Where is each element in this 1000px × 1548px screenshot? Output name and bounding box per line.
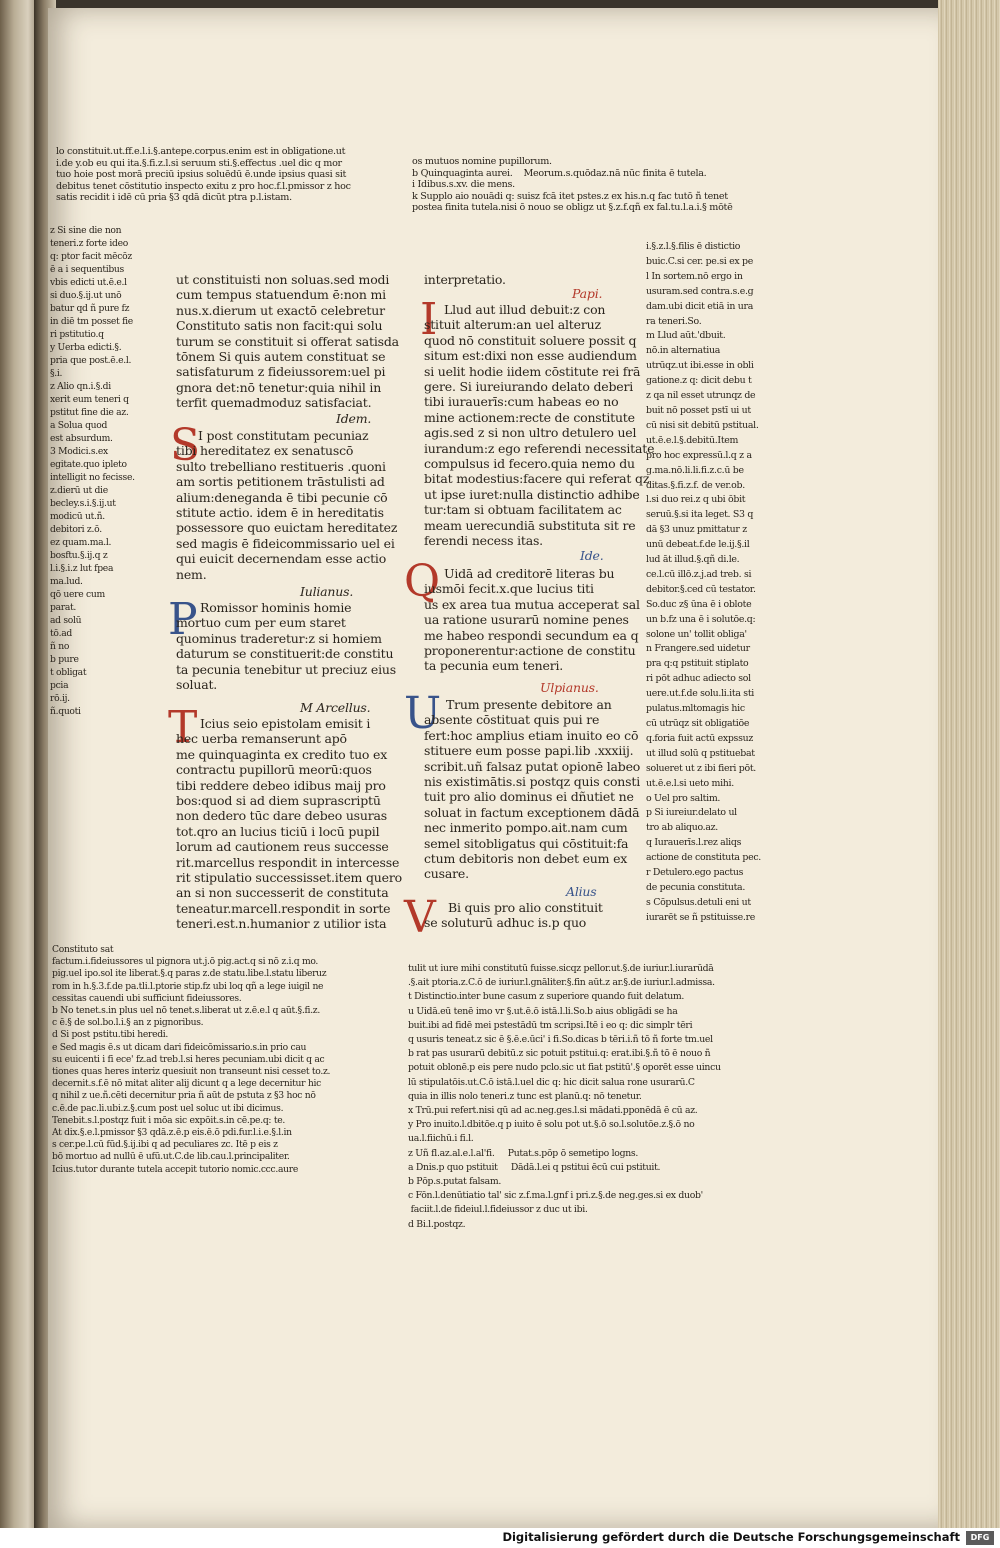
column2-para1: Llud aut illud debuit:z con stituit alterum:an uel alteruz quod nō constituit soluere possit q situm est:dixi non esse audiendum si uelit hodie iidem cōstitute rei frā gere. Si iureiurando delato deberi tibi iurauerīs:cum habeas eo no mine actionem:recte de constitute agis.sed z si non ultro detulero uel iurandum:z ego referendi necessitate compulsus id fecero.quia nemo du bitat modestius:facere qui referat ut ipse iuret:nulla distinctio adhibe tur:tam si obtuam facilitatem ac meam uerecundiā substituta sit re ferendi necess itas. bbox=[424, 302, 655, 549]
column1-para1: I post constitutam pecuniaz tibi hereditatez ex senatuscō sulto trebelliano restitueris .quoni am sortis petitionem trāstulisti ad alium:deneganda ē tibi pecunie cō stitute actio. idem ē in hereditatis possessore quo euictam hereditatez sed magis ē fideicommissario uel qui euicit decernendam esse actio nem. bbox=[176, 428, 398, 582]
column1-heading-iulianus: Iulianus. bbox=[300, 584, 354, 599]
dfg-logo: DFG bbox=[966, 1531, 994, 1545]
decorated-initial-v: V bbox=[404, 892, 436, 943]
decorated-initial-s: S bbox=[170, 420, 201, 471]
page-fore-edge bbox=[938, 0, 1000, 1548]
column1-para3: Icius seio epistolam emisit i hec uerba remanserunt apō me quinquaginta ex credito tuo ex contractu pupillorū meorū:quos tibi reddere debeo idibus maij pro bos:quod si ad diem suprascriptū non dedero tūc dare debeo usuras tot.qro an lucius ticiū i locū pupil lorum ad cautionem reus successe rit.marcellus respondit in intercesse rit stipulatio successisset.item quero an si non successerit de constituta teneatur.marcell.respondit in sorte teneri.est.n.humanior z utilior ista bbox=[176, 716, 402, 932]
column2-para3: Trum presente debitore an absente cōstituat quis pui re fert:hoc amplius etiam inuito eo cō stituere eum posse papi.lib .xxxiij. scribit.uñ falsaz putat opionē labeo nis existimātis.si postqz quis consti tuit pro alio dominus ei dñutiet ne soluat in factum exceptionem dādā nec inmerito pompo.ait.nam cum semel sitobligatus qui cōstituit:fa ctum debitoris non debet eum ex cusare. bbox=[424, 697, 641, 882]
column2-heading-ide: Ide. bbox=[580, 548, 604, 563]
decorated-initial-t: T bbox=[168, 702, 198, 753]
column2-heading-ulpianus: Ulpianus. bbox=[540, 680, 599, 695]
column1-heading-idem: Idem. bbox=[336, 411, 372, 426]
top-right-gloss: os mutuos nomine pupillorum. b Quinquaginta aurei. Meorum.s.quōdaz.nā nūc finita ē tutela. i Idibus.s.xv. die mens. k Supplo aio nouādi q: suisz fcā itet pstes.z ex his.n.q fac tutō ñ tenet postea finita tutela.nisi ō nouo se obligz ut §.z.f.qñ ex fal.tu.l.a.i.§ mōtē bbox=[412, 156, 733, 214]
right-gloss-column: i.§.z.l.§.filis ē distictio buic.C.si cer. pe.si ex pe l In sortem.nō ergo in usuram.sed contra.s.e.g dam.ubi dicit etiā in ura ra teneri.So. m Llud aūt.'dbuit. nō.in alternatiua utrūqz.ut ibi.esse in obli gatione.z q: dicit debu t z qa nil esset utrunqz de buit nō posset pstī ui ut cū nisi sit debitū pstitual. ut.ē.e.l.§.debitū.Item pro hoc expressū.l.q z a g.ma.nō.li.li.fi.z.c.ū be ditas.§.fi.z.f. de ver.ob. l.si duo rei.z q ubi ōbit seruū.§.si ita leget. S3 q dā §3 unuz pmittatur z unū debeat.f.de le.ij.§.il lud āt illud.§.qñ di.le. ce.l.cū illō.z.j.ad treb. si debitor.§.ced cū testator. So.duc z§ ūna ē i oblote un b.fz una ē i solutōe.q: solone un' tollit obliga' n Frangere.sed uidetur pra q:q pstituit stiplato ri pōt adhuc adiecto sol uere.ut.f.de solu.li.ita sti pulatus.mltomagis hic cū utrūqz sit obligatiōe q.foria fuit actū expssuz ut illud solū q pstituebat solueret ut z ibi fieri pōt. ut.ē.e.l.si ueto mihi. o Uel pro saltim. p Si iureiur.delato ul tro ab aliquo.az. q Iurauerīs.l.rez aliqs actione de constituta pec. r Detulero.ego pactus de pecunia constituta. s Cōpulsus.detuli eni ut iurarēt se ñ pstituisse.re bbox=[646, 241, 761, 923]
column1-para2: Romissor hominis homie mortuo cum per eum staret quominus traderetur:z si homiem daturum se constituerit:de constitu ta pecunia tenebitur ut preciuz eius soluat. bbox=[176, 600, 396, 693]
column2-para2: Uidā ad creditorē literas bu iusmōi fecit.x.que lucius titi us ex area tua mutua acceperat sal ua ratione usurarū nomine penes me habeo respondi secundum ea proponerentur:actione de constitu ta pecunia eum teneri. bbox=[424, 566, 640, 674]
top-left-gloss: lo constituit.ut.ff.e.l.i.§.antepe.corpus.enim est in obligatione.ut i.de y.ob eu qui ita.§.fi.z.l.si seruum sti.§.effectus .uel dic q mor tuo hoie post morā preciū ipsius soluēdū ē.unde ipsius quasi sit debitus tenet cōstitutio inspecto exitu z pro hoc.f.l.pmissor z hoc satis recidit i idē cū pria §3 qdā dicūt ptra p.l.istam. bbox=[56, 146, 351, 204]
decorated-initial-i: I bbox=[420, 294, 438, 345]
left-margin-gloss: z Si sine die non teneri.z forte ideo q: ptor facit mēcōz ē a i sequentibus vbis edicti ut.ē.e.l si duo.§.ij.ut unō batur qd ñ pure fz in diē tm posset fie ri pstitutio.q y Uerba edicti.§. pria que post.ē.e.l. §.i. z Alio qn.i.§.di xerit eum teneri q pstitut fine die az. a Solua quod est absurdum. 3 Modici.s.ex egitate.quo ipleto intelligit no fecisse. z.dierū ut die becley.s.i.§.ij.ut modicū ut.ñ. debitori z.ō. ez quam.ma.l. bosftu.§.ij.q z l.i.§.i.z lut fpea ma.lud. qō uere cum parat. ad solū tō.ad ñ no b pure t obligat pcia rō.ij. ñ.quoti bbox=[50, 225, 135, 717]
footer-bar bbox=[0, 1528, 1000, 1548]
decorated-initial-u: U bbox=[404, 688, 442, 739]
column2-para4: Bi quis pro alio constituit se soluturū adhuc is.p quo bbox=[424, 900, 603, 931]
funding-credit: Digitalisierung gefördert durch die Deutsche Forschungsgemeinschaft bbox=[502, 1530, 960, 1544]
decorated-initial-q: Q bbox=[404, 556, 441, 607]
column1-heading-marcellus: M Arcellus. bbox=[300, 700, 371, 715]
column2-heading-papi: Papi. bbox=[572, 286, 603, 301]
decorated-initial-p: P bbox=[168, 594, 198, 645]
column1-intro: ut constituisti non soluas.sed modi cum tempus statuendum ē:non mi nus.x.dierum ut exactō celebretur Constituto satis non facit:qui solu turum se constituit si offerat satisda tōnem Si quis autem constituat se satisfaturum z fideiussorem:uel pi gnora det:nō tenetur:quia nihil in terfit quemadmoduz satisfaciat. bbox=[176, 272, 399, 411]
bottom-right-gloss: tulit ut iure mihi constitutū fuisse.sicqz pellor.ut.§.de iuriur.l.iurarūdā .§.ait ptoria.z.C.ō de iuriur.l.gnāliter.§.fin aūt.z ar.§.de iuriur.l.admissa. t Distinctio.inter bune casum z superiore quando fuit delatum. u Uidā.eū tenē imo vr §.ut.ē.ō istā.l.li.So.b aius obligādi se ha buit.ibi ad fidē mei pstestādū tm scripsi.Itē i eo q: dic simplr tēri q usuris teneat.z sic ē §.ē.e.ūci' i fi.So.dicas b tēri.i.ñ tō ñ forte tm.uel b rat pas usurarū debitū.z sic potuit pstitui.q: erat.ibi.§.ñ tō ē nouo ñ potuit oblonē.p eis pere nudo pclo.sic ut fiat pstitū'.§ oporēt esse uincu lū stipulatōis.ut.C.ō istā.l.uel dic q: hic dicit salua rone usurarū.C quia in illis nolo teneri.z tunc est planū.q: nō tenetur. x Trū.pui refert.nisi qū ad ac.neg.ges.l.si mādati.pponēdā ē cū az. y Pro inuito.l.dbitōe.q p iuito ē solu pot ut.§.ō so.l.solutōe.z.§.ō no ua.l.fiichū.i fi.l. z Uñ fl.az.al.e.l.al'fi. Putat.s.pōp ō semetipo logns. a Dnis.p quo pstituit Dādā.l.ei q pstitui ēcū cui pstituit. b Pōp.s.putat falsam. c Fōn.l.denūtiatio tal' sic z.f.ma.l.gnf i pri.z.§.de neg.ges.si ex duob' faciit.l.de fideiul.l.fideiussor z duc ut ibi. d Bi.l.postqz. bbox=[408, 963, 721, 1230]
column2-heading-alius: Alius bbox=[566, 884, 597, 899]
column2-interpretatio: interpretatio. bbox=[424, 272, 506, 287]
bottom-left-gloss: Constituto sat factum.i.fideiussores ul pignora ut.j.ō pig.act.q si nō z.i.q mo. pig.uel ipo.sol ite liberat.§.q paras z.de statu.libe.l.statu liberuz rom in h.§.3.f.de pa.tli.l.ptorie stip.fz ubi loq qñ a lege iuigil ne cessitas cauendi ubi sufficiunt fideiussores. b No tenet.s.in plus uel nō tenet.s.liberat ut z.ē.e.l q aūt.§.fi.z. c ē.§ de sol.bo.l.i.§ an z pignoribus. d Si post pstitu.tibi heredi. e Sed magis ē.s ut dicam dari fideicōmissario.s.in prio cau su euicenti i fi ece' fz.ad treb.l.si heres pecuniam.ubi dicit q ac tiones quas heres interiz quesiuit non transeunt nisi cesset to.z. decernit.s.f.ē nō mitat aliter alij dicunt q a lege decernitur hic q nihil z ue.ñ.cēti decernitur pria ñ aūt de pstuta z §3 hoc nō c.ē.de pac.li.ubi.z.§.cum post uel soluc ut ibi dicimus. Tenebit.s.l.postqz fuit i mōa sic expōit.s.in cē.pe.q: te. At dix.§.e.l.pmissor §3 qdā.z.ē.p eis.ē.ō pdi.fur.l.i.e.§.l.in s cer.pe.l.cū fūd.§.ij.ibi q ad peculiares zc. Itē p eis z bō mortuo ad nullū ē ufū.ut.C.de lib.cau.l.principaliter. Icius.tutor durante tutela accepit tutorio nomic.ccc.aure bbox=[52, 944, 331, 1175]
